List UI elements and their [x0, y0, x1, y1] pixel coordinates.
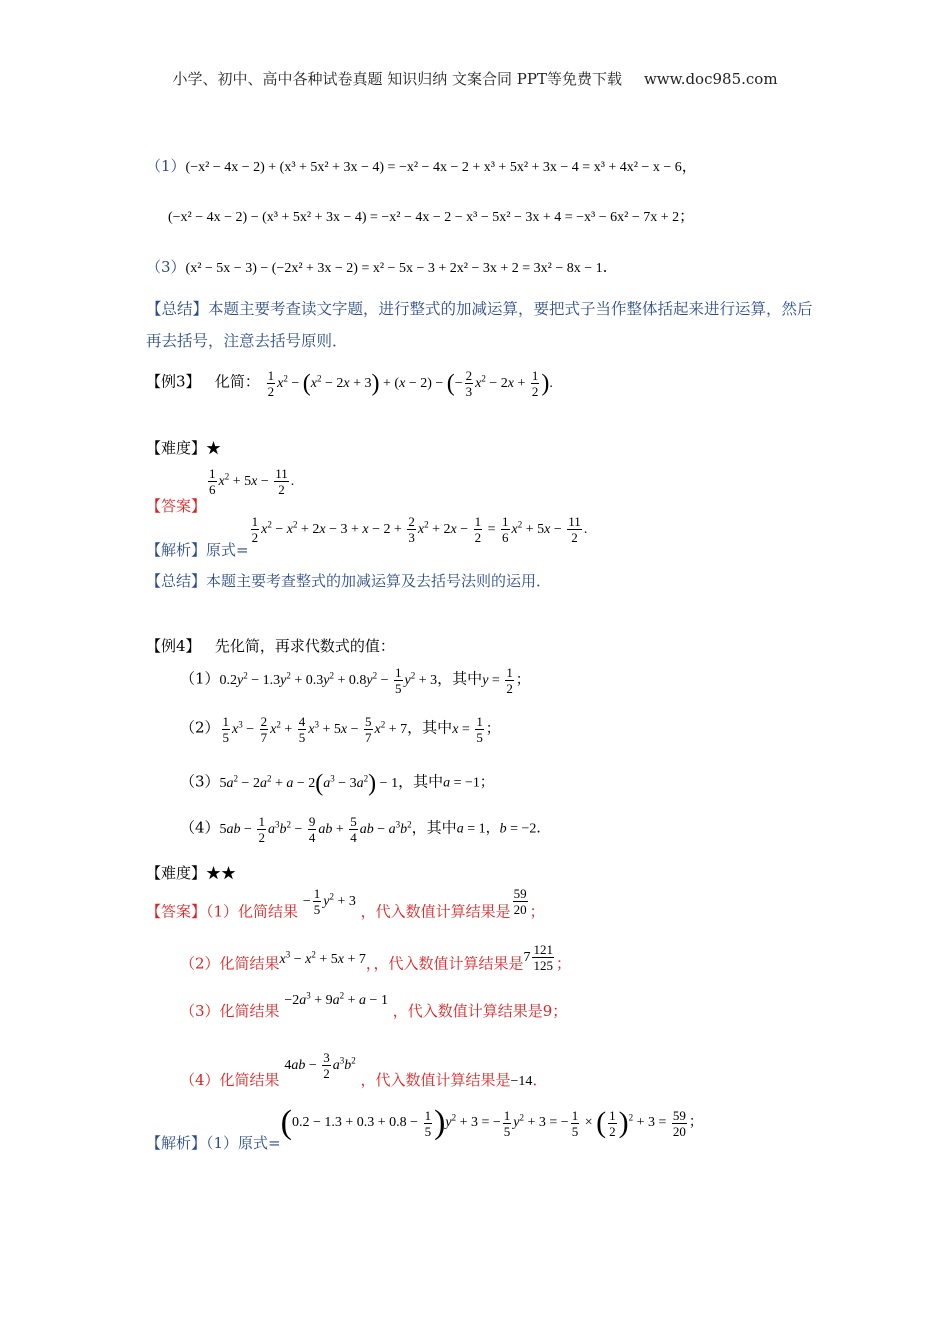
- equation: $0.2y^2 - 1.3y^2 + 0.3y^2 + 0.8y^2$ − $\frac{1}{5}$ $y^2 + 3$: [219, 665, 438, 696]
- summary-1: 【总结】本题主要考查读文字题，进行整式的加减运算，要把式子当作整体括起来进行运算，然后再去括号，注意去括号原则．: [146, 300, 813, 350]
- example-4-answer-3: （3）化简结果 $-2a^3 + 9a^2 + a - 1$ ，代入数值计算结果是9；: [180, 990, 568, 1020]
- example-4-difficulty: 【难度】★★: [146, 864, 237, 882]
- equation: $-2a^3 + 9a^2 + a - 1$: [284, 990, 388, 1008]
- example-3-analysis: 【解析】原式= $\frac{1}{2}$ $x^2 - x^2 + 2x - 3 + x - 2$ + $\frac{2}{3}$ $x^2 + 2x$ − $\frac{1}{2}$ = $\frac{1}{6}$ $x^2 + 5x$ − $\frac{11}{2}$ .: [146, 514, 588, 559]
- header-url: www.doc985.com: [643, 70, 778, 88]
- example-4-answer-2: （2）化简结果$x^3 - x^2 + 5x + 7$，，代入数值计算结果是7 $\frac{121}{125}$ ；: [180, 942, 571, 973]
- example-4-item-3: $(3)5a^2 - 2a^2 + a - 2(a^3 - 3a^2) - 1$，其中a = −1；: [180, 770, 494, 796]
- equation: $\frac{1}{5}$ $x^3$ − $\frac{2}{7}$ $x^2$ + $\frac{4}{5}$ $x^3 + 5x$ − $\frac{5}{7}$ $x^2 + 7$: [222, 714, 408, 745]
- equation: (−x² − 4x − 2) + (x³ + 5x² + 3x − 4) = −x² − 4x − 2 + x³ + 5x² + 3x − 4 = x³ + 4x² − x − 6: [185, 160, 682, 175]
- example-3-summary: 【总结】本题主要考查整式的加减运算及去括号法则的运用．: [146, 572, 552, 590]
- example-4-item-2: （2） $\frac{1}{5}$ $x^3$ − $\frac{2}{7}$ $x^2$ + $\frac{4}{5}$ $x^3 + 5x$ − $\frac{5}{7}$ $x^2 + 7$，其中x = $\frac{1}{5}$ ；: [180, 714, 500, 745]
- example-3-difficulty: 【难度】★: [146, 439, 222, 457]
- example-4-answer-1: 【答案】（1）化简结果 − $\frac{1}{5}$ $y^2 + 3$ ，代入数值计算结果是 $\frac{59}{20}$ ；: [146, 886, 545, 921]
- example-4-answer-4: （4）化简结果 4ab − $\frac{3}{2}$ $a^3b^2$ ，代入数值计算结果是−14．: [180, 1050, 548, 1089]
- example-3-answer: 【答案】 $\frac{1}{6}$ $x^2 + 5x$ − $\frac{11}{2}$ .: [146, 466, 295, 515]
- prev-solution-line-3: （3）(x² − 5x − 3) − (−2x² + 3x − 2) = x² − 5x − 3 + 2x² − 3x + 2 = 3x² − 8x − 1.: [146, 258, 608, 276]
- equation: 5ab − $\frac{1}{2}$ $a^3b^2$ − $\frac{9}{4}$ ab + $\frac{5}{4}$ ab − $a^3b^2$: [219, 814, 412, 845]
- example-4-analysis: 【解析】（1）原式=(0.2 − 1.3 + 0.3 + 0.8 − $\frac{1}{5}$ )$y^2 + 3$ = − $\frac{1}{5}$ $y^2 + 3$ = − $\frac{1}{5}$ × ( $\frac{1}{2}$ )$^2$ + 3 = $\frac{59}{20}$ ；: [146, 1104, 703, 1153]
- equation: (x² − 5x − 3) − (−2x² + 3x − 2) = x² − 5x − 3 + 2x² − 3x + 2 = 3x² − 8x − 1: [185, 261, 603, 276]
- equation: $x^3 - x^2 + 5x + 7$: [279, 949, 366, 967]
- equation: $\frac{1}{2}$ $x^2 - (x^2 - 2x + 3) + (x - 2)$ − (− $\frac{2}{3}$ $x^2 - 2x$ + $\frac{1}{2}$ ).: [267, 368, 553, 399]
- equation: $\frac{1}{2}$ $x^2 - x^2 + 2x - 3 + x - 2$ + $\frac{2}{3}$ $x^2 + 2x$ − $\frac{1}{2}$ = $\frac{1}{6}$ $x^2 + 5x$ − $\frac{11}{2}$ .: [251, 514, 588, 545]
- difficulty-stars: ★: [206, 439, 222, 457]
- equation: $\frac{1}{6}$ $x^2 + 5x$ − $\frac{11}{2}$ .: [209, 466, 295, 497]
- equation: (0.2 − 1.3 + 0.3 + 0.8 − $\frac{1}{5}$ )$y^2 + 3$ = − $\frac{1}{5}$ $y^2 + 3$ = − $\frac{1}{5}$ × ( $\frac{1}{2}$ )$^2$ + 3 = $\frac{59}{20}$ ；: [280, 1104, 703, 1141]
- example-4-question: 【例4】 先化简，再求代数式的值：: [146, 637, 395, 655]
- example-3-question: 【例3】 化简： $\frac{1}{2}$ $x^2 - (x^2 - 2x + 3) + (x - 2)$ − (− $\frac{2}{3}$ $x^2 - 2x$ + $\frac{1}{2}$ ).: [146, 368, 553, 399]
- prev-solution-line-2: (−x² − 4x − 2) − (x³ + 5x² + 3x − 4) = −x² − 4x − 2 − x³ − 5x² − 3x + 4 = −x³ − 6x² − 7x + 2；: [168, 207, 695, 225]
- difficulty-stars: ★★: [206, 864, 237, 882]
- prev-solution-line-1: （1）(−x² − 4x − 2) + (x³ + 5x² + 3x − 4) = −x² − 4x − 2 + x³ + 5x² + 3x − 4 = x³ + 4x² − x − 6，: [146, 157, 697, 175]
- equation: − $\frac{1}{5}$ $y^2 + 3$: [302, 886, 356, 917]
- page-header: [0, 68, 950, 89]
- header-left-text: 小学、初中、高中各种试卷真题 知识归纳 文案合同 PPT等免费下载: [172, 70, 622, 88]
- example-4-item-1: $(1)0.2y^2 - 1.3y^2 + 0.3y^2 + 0.8y^2$ − $\frac{1}{5}$ $y^2 + 3$，其中y = $\frac{1}{2}$ ；: [180, 665, 530, 696]
- equation: 4ab − $\frac{3}{2}$ $a^3b^2$: [284, 1050, 356, 1081]
- equation: (−x² − 4x − 2) − (x³ + 5x² + 3x − 4) = −x² − 4x − 2 − x³ − 5x² − 3x + 4 = −x³ − 6x² − 7x + 2: [168, 210, 680, 225]
- equation: $5a^2 - 2a^2 + a - 2(a^3 - 3a^2) - 1$: [219, 770, 399, 796]
- example-4-item-4: （4）5ab − $\frac{1}{2}$ $a^3b^2$ − $\frac{9}{4}$ ab + $\frac{5}{4}$ ab − $a^3b^2$，其中a = 1，b = −2．: [180, 814, 551, 845]
